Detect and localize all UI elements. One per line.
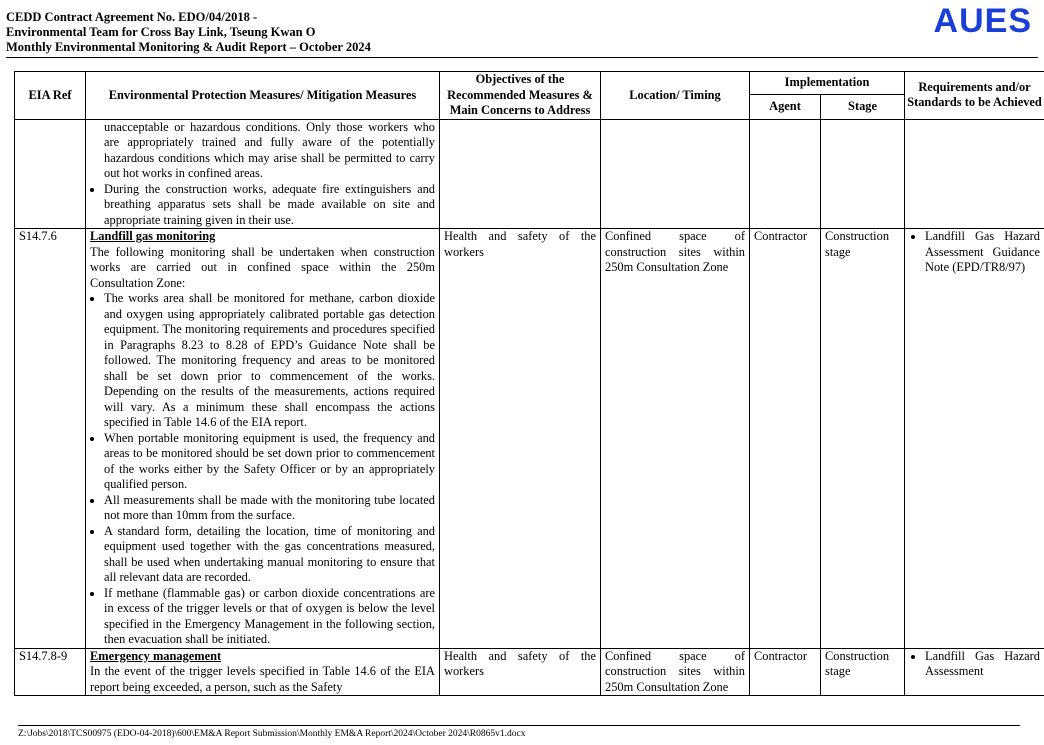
list-item: • The works area shall be monitored for methane, carbon dioxide and oxygen using appropriately calibrated portable gas detection equipment. The monitoring requirements and procedures specified in Paragraphs 8.23 to 8.28 of EPD’s Guidance Note shall be followed. The monitoring frequency and areas to be monitored shall be set down prior to commencement of the works. Depending on the results of the measurements, actions required will vary. As a minimum these shall encompass the actions specified in Table 14.6 of the EIA report. <box>104 291 435 431</box>
footer-divider <box>18 725 1020 726</box>
stage-cell: Construction stage <box>821 229 905 649</box>
measure-heading: Landfill gas monitoring <box>90 229 216 243</box>
location-cell: Confined space of construction sites within 250m Consultation Zone <box>601 648 750 696</box>
list-item: • When portable monitoring equipment is used, the frequency and areas to be monitored should be set down prior to commencement of the works either by the Safety Officer or by an appropriately qualified person. <box>104 431 435 493</box>
table-row-continued <box>15 119 1044 229</box>
requirement-cell <box>905 229 1044 649</box>
col-header-agent: Agent <box>750 95 821 119</box>
measure-heading: Emergency management <box>90 648 222 663</box>
col-header-requirements: Requirements and/or Standards to be Achieved <box>905 72 1044 120</box>
measure-bullet-list <box>90 291 435 648</box>
table-row-landfill-gas <box>15 229 1044 649</box>
list-item: • All measurements shall be made with the monitoring tube located not more than 10mm from the surface. <box>104 493 435 524</box>
header-project-line: Environmental Team for Cross Bay Link, Tseung Kwan O <box>6 25 316 39</box>
table-row-emergency <box>15 648 1044 696</box>
requirement-item: • Landfill Gas Hazard Assessment Guidance Note (EPD/TR8/97) <box>925 229 1040 276</box>
agent-cell: Contractor <box>750 648 821 696</box>
continued-paragraph: unacceptable or hazardous conditions. Only those workers who are appropriately trained and fully aware of the potentially hazardous conditions which may arise shall be permitted to carry out hot works in confined areas. <box>104 119 435 180</box>
stage-cell: Construction stage <box>821 648 905 696</box>
requirement-item: • Landfill Gas Hazard Assessment <box>925 649 1040 680</box>
report-header <box>6 10 371 55</box>
continued-bullet: • During the construction works, adequate fire extinguishers and breathing apparatus sets shall be made available on site and appropriate training given in their use. <box>104 182 435 229</box>
requirement-cell <box>905 648 1044 696</box>
footer-file-path: Z:\Jobs\2018\TCS00975 (EDO-04-2018)\600\EM&A Report Submission\Monthly EM&A Report\2024\October 2024\R0865v1.docx <box>18 729 526 739</box>
measures-cell <box>86 229 440 649</box>
col-header-eia-ref: EIA Ref <box>15 72 86 120</box>
col-header-stage: Stage <box>821 95 905 119</box>
col-header-implementation: Implementation <box>750 72 905 95</box>
objective-cell: Health and safety of the workers <box>440 648 601 696</box>
header-contract-line: CEDD Contract Agreement No. EDO/04/2018 - <box>6 10 258 24</box>
col-header-location: Location/ Timing <box>601 72 750 120</box>
list-item: • A standard form, detailing the location, time of monitoring and equipment used together with the gas concentrations measured, shall be used when undertaking manual monitoring to ensure that all relevant data are recorded. <box>104 524 435 586</box>
aues-logo: AUES <box>933 2 1032 40</box>
location-cell: Confined space of construction sites within 250m Consultation Zone <box>601 229 750 649</box>
header-report-line: Monthly Environmental Monitoring & Audit Report – October 2024 <box>6 40 371 54</box>
col-header-measures: Environmental Protection Measures/ Mitigation Measures <box>86 72 440 120</box>
measure-intro: The following monitoring shall be undertaken when construction works are carried out in confined space within the 250m Consultation Zone: <box>90 244 435 290</box>
measures-cell <box>86 648 440 696</box>
list-item: • If methane (flammable gas) or carbon dioxide concentrations are in excess of the trigger levels or that of oxygen is below the level specified in the Emergency Management in the following section, then evacuation shall be initiated. <box>104 586 435 648</box>
measures-cell <box>86 119 440 229</box>
eia-ref-cell: S14.7.6 <box>15 229 86 649</box>
mitigation-measures-table <box>14 71 1044 696</box>
objective-cell: Health and safety of the workers <box>440 229 601 649</box>
eia-ref-cell: S14.7.8-9 <box>15 648 86 696</box>
col-header-objectives: Objectives of the Recommended Measures & Main Concerns to Address <box>440 72 601 120</box>
measure-intro: In the event of the trigger levels specified in Table 14.6 of the EIA report being exceeded, a person, such as the Safety <box>90 664 435 694</box>
header-divider <box>6 57 1038 58</box>
agent-cell: Contractor <box>750 229 821 649</box>
